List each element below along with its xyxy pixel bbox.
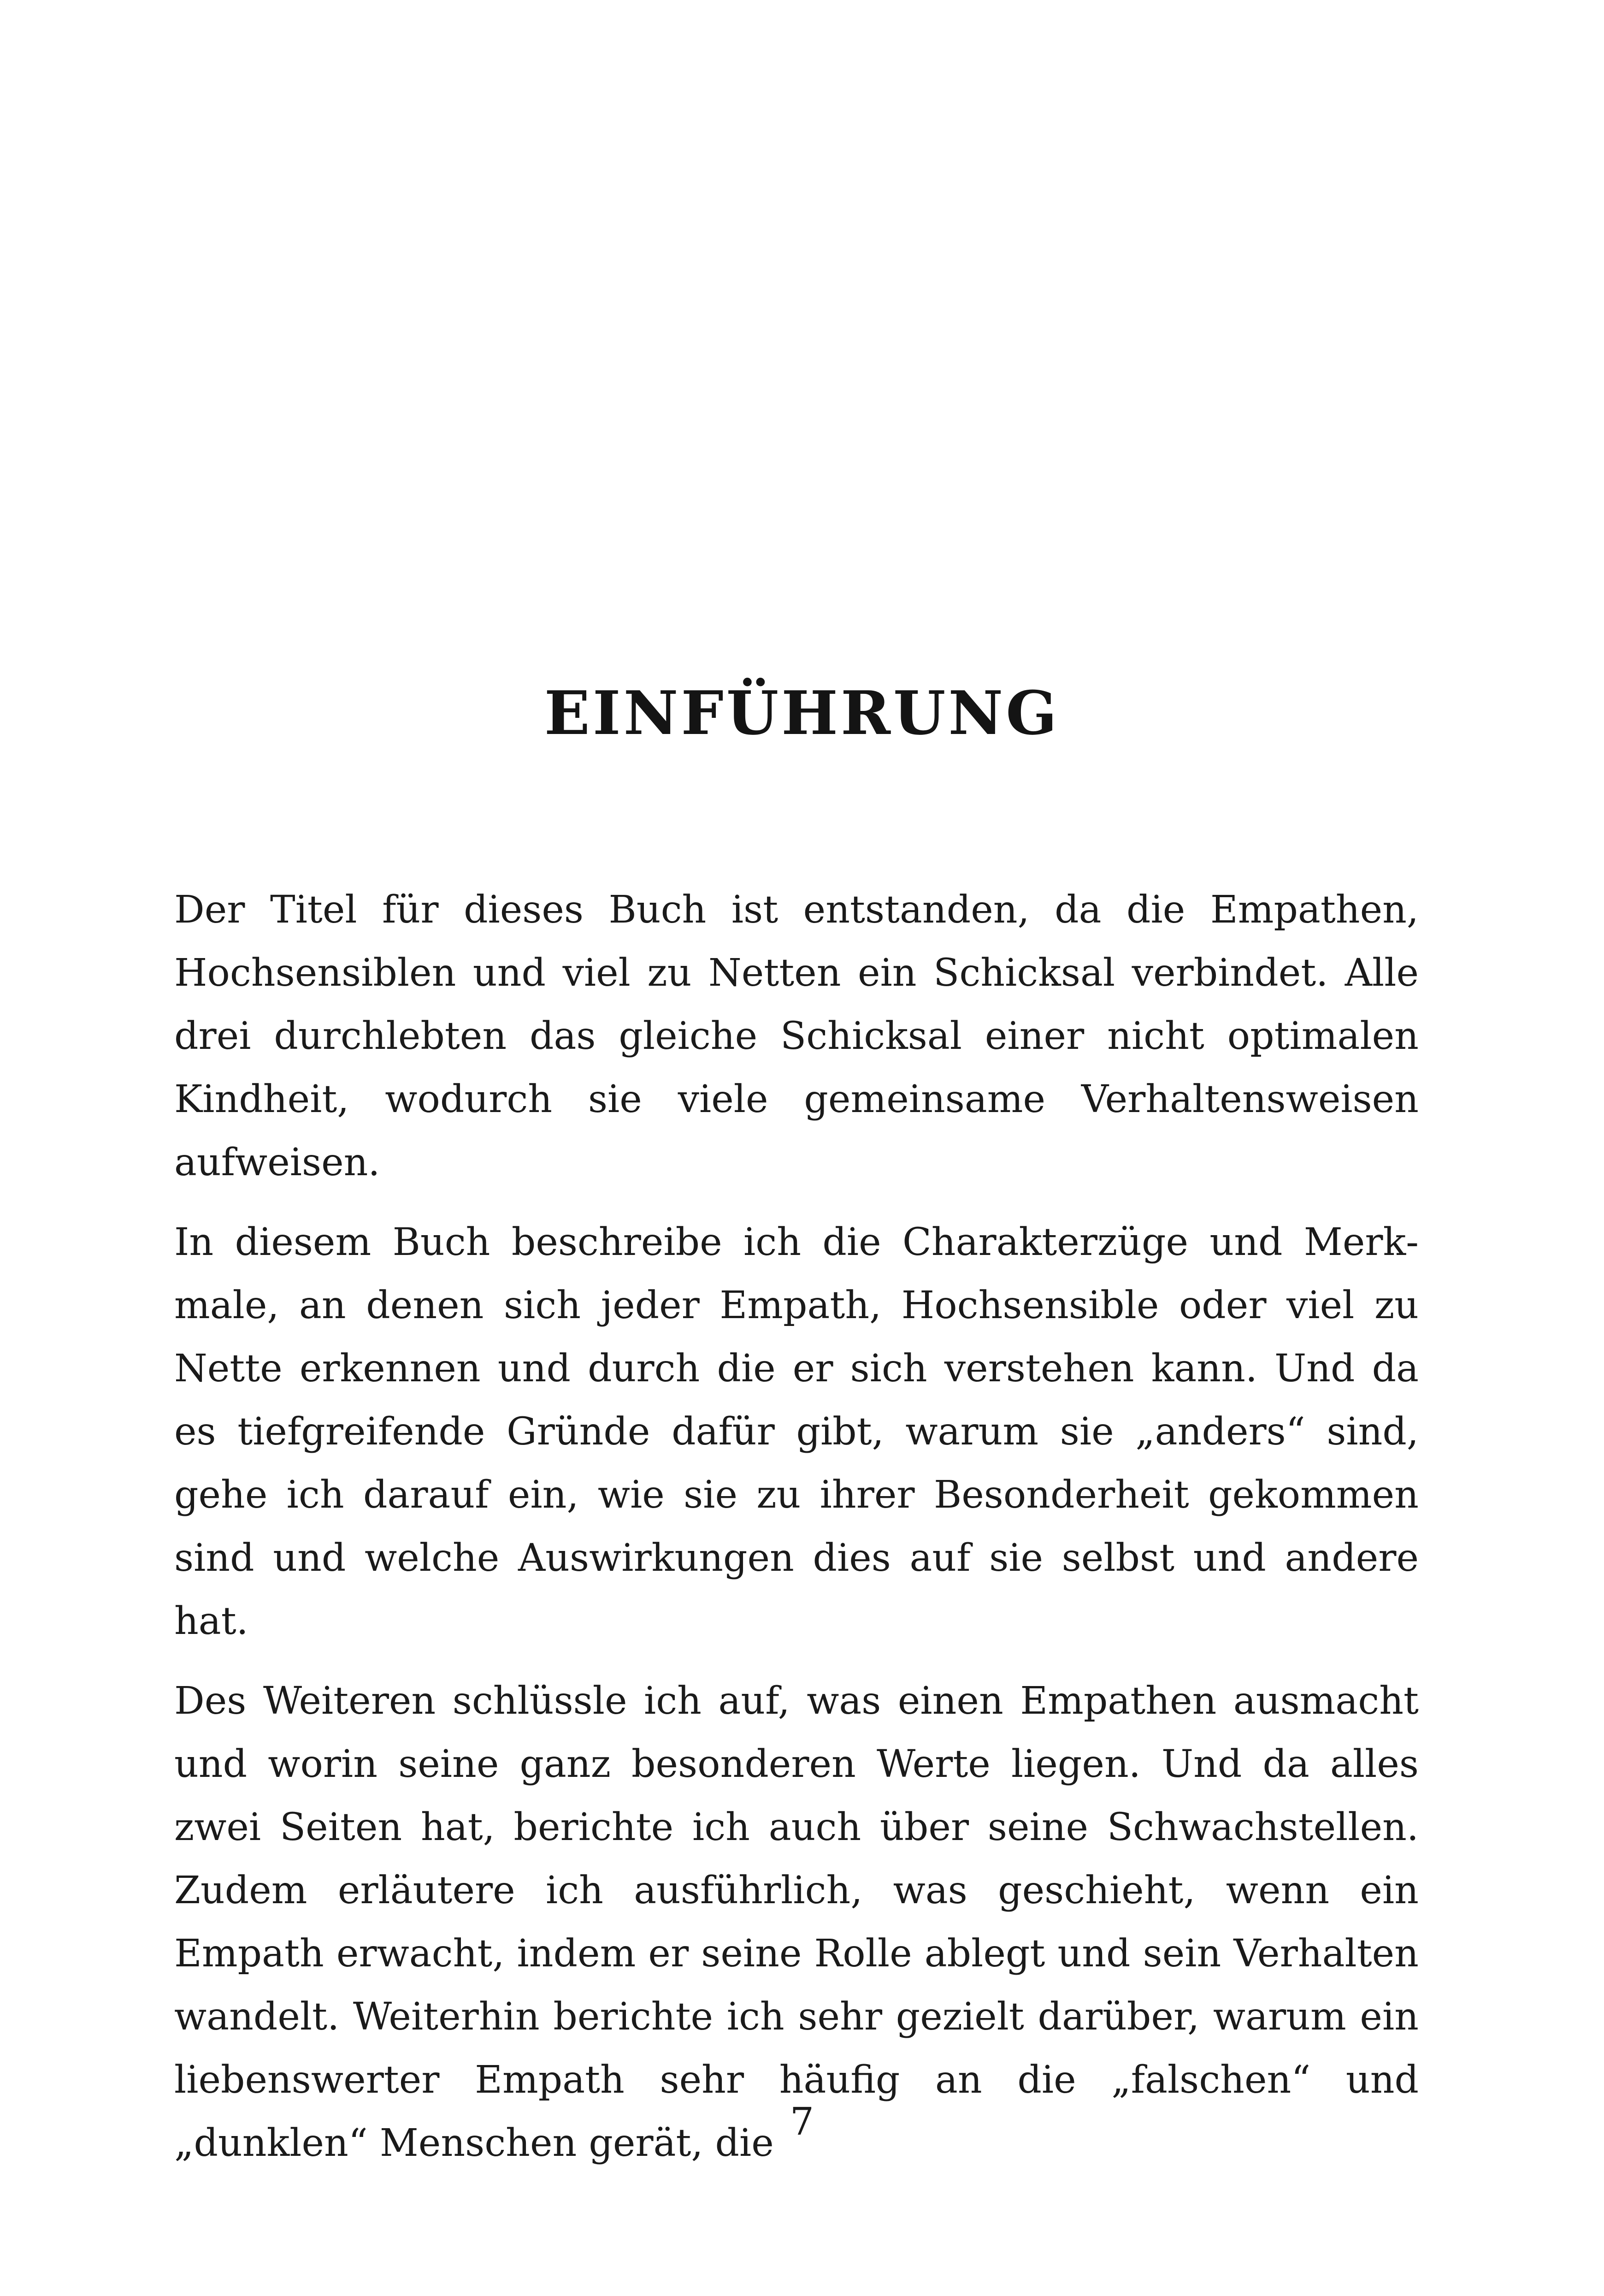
paragraph-3: Des Weiteren schlüssle ich auf, was einen Empathen ausmacht und worin seine ganz besonderen Werte liegen. Und da alles zwei Seiten hat, berichte ich auch über seine Schwachstellen. Zudem erläutere ich ausführlich, was geschieht, wenn ein Empath erwacht, indem er seine Rolle ablegt und sein Verhalten wandelt. Weiterhin berichte ich sehr gezielt darüber, warum ein liebenswerter Empath sehr häufig an die „falschen“ und „dunklen“ Menschen gerät, die — [174, 1679, 1419, 2165]
chapter-title: EINFÜHRUNG — [544, 678, 1060, 748]
paragraph-1: Der Titel für dieses Buch ist entstanden, da die Empathen, Hochsensiblen und viel zu Netten ein Schicksal verbindet. Alle drei durchlebten das gleiche Schicksal einer nicht optimalen Kindheit, wodurch sie viele gemeinsame Verhaltensweisen aufweisen. — [174, 888, 1419, 1184]
paragraph-2: In diesem Buch beschreibe ich die Charakterzüge und Merkmale, an denen sich jeder Empath, Hochsensible oder viel zu Nette erkennen und durch die er sich verstehen kann. Und da es tiefgreifende Gründe dafür gibt, warum sie „anders“ sind, gehe ich darauf ein, wie sie zu ihrer Besonderheit gekommen sind und welche Auswirkungen dies auf sie selbst und andere hat. — [174, 1220, 1419, 1643]
page-number: 7 — [790, 2100, 814, 2144]
body-text — [174, 878, 1419, 2191]
